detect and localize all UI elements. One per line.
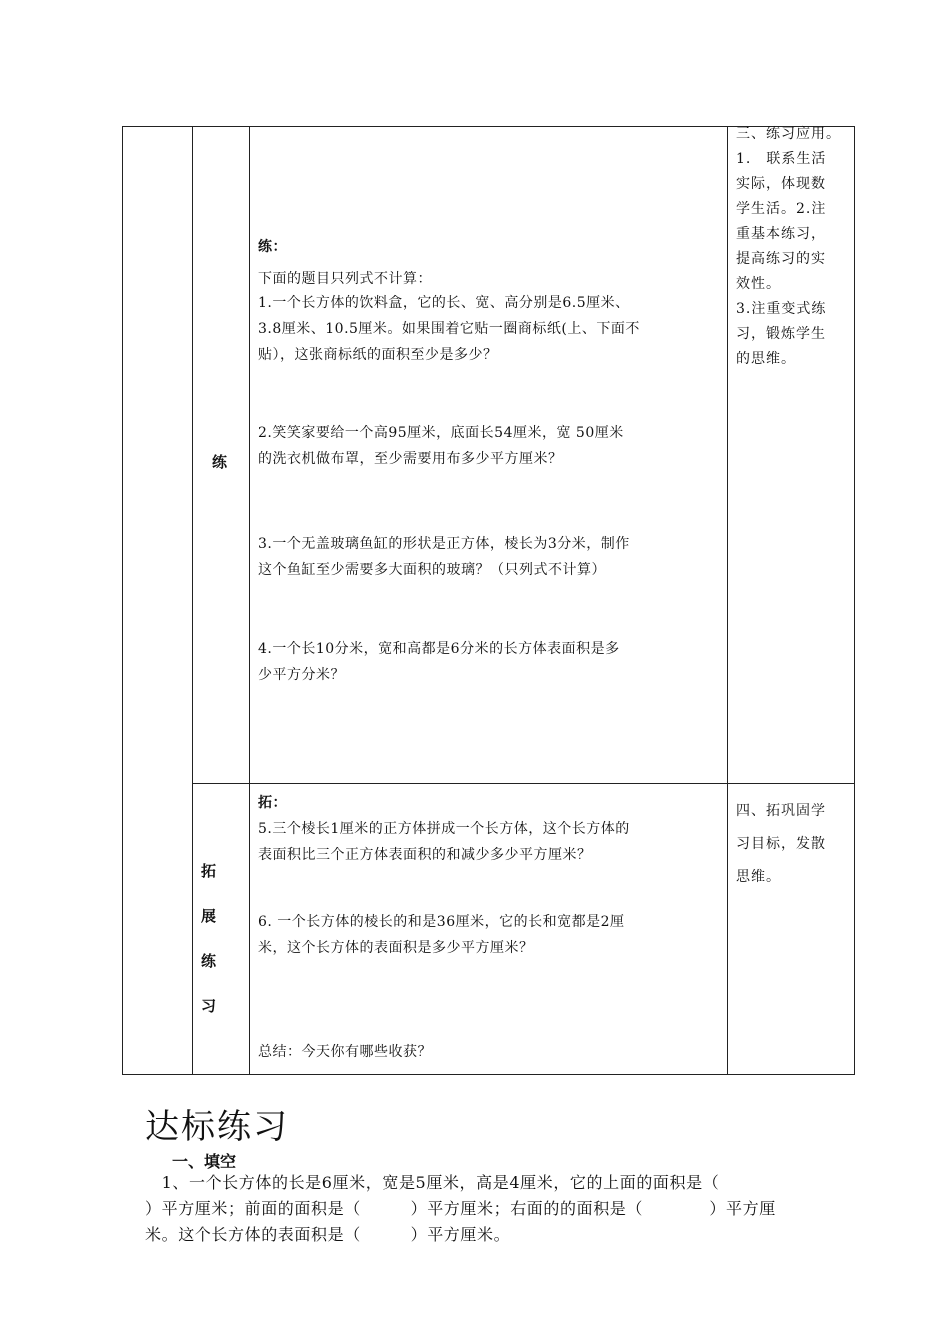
summary-line: 总结：今天你有哪些收获？	[258, 1044, 432, 1060]
question-6-line-1: 6. 一个长方体的棱长的和是36厘米，它的长和宽都是2厘	[258, 914, 625, 930]
question-1-line-2: 3.8厘米、10.5厘米。如果围着它贴一圈商标纸(上、下面不	[258, 321, 640, 337]
note-line: 提高练习的实	[736, 251, 826, 267]
question-3-line-2: 这个鱼缸至少需要多大面积的玻璃？（只列式不计算）	[258, 562, 606, 578]
note-line: 四、拓巩固学	[736, 803, 826, 819]
question-1-line-1: 1.一个长方体的饮料盒，它的长、宽、高分别是6.5厘米、	[258, 295, 630, 311]
row-label-practice: 练	[212, 453, 228, 471]
section-subtitle: 一、填空	[172, 1152, 237, 1171]
section-title: 达标练习	[145, 1107, 289, 1147]
fill-blank-line-1: 1、一个长方体的长是6厘米，宽是5厘米，高是4厘米，它的上面的面积是（	[145, 1173, 720, 1192]
note-line: 习目标，发散	[736, 836, 826, 852]
note-line: 三、练习应用。	[736, 126, 841, 142]
question-2-line-2: 的洗衣机做布罩，至少需要用布多少平方厘米？	[258, 451, 563, 467]
row1-notes	[736, 122, 851, 372]
practice-intro: 下面的题目只列式不计算：	[258, 271, 432, 287]
question-4-line-2: 少平方分米？	[258, 667, 345, 683]
question-5-line-1: 5.三个棱长1厘米的正方体拼成一个长方体，这个长方体的	[258, 821, 630, 837]
practice-heading: 练：	[258, 239, 287, 255]
row-label-extend-char: 拓	[201, 862, 217, 880]
question-6-line-2: 米，这个长方体的表面积是多少平方厘米？	[258, 940, 534, 956]
fill-blank-question	[145, 1170, 845, 1248]
note-line: 效性。	[736, 276, 781, 292]
note-line: 习，锻炼学生	[736, 326, 826, 342]
fill-blank-line-3: 米。这个长方体的表面积是（ ）平方厘米。	[145, 1225, 511, 1244]
note-line: 学生活。2.注	[736, 201, 827, 217]
row-label-extend-char: 展	[201, 907, 217, 925]
question-5-line-2: 表面积比三个正方体表面积的和减少多少平方厘米？	[258, 847, 592, 863]
table-col-divider-2	[249, 126, 250, 1075]
row2-notes	[736, 795, 851, 894]
table-bottom-border	[122, 1074, 854, 1075]
question-2-line-1: 2.笑笑家要给一个高95厘米，底面长54厘米，宽 50厘米	[258, 425, 624, 441]
table-row-divider	[192, 783, 854, 784]
question-4-line-1: 4.一个长10分米，宽和高都是6分米的长方体表面积是多	[258, 641, 620, 657]
note-line: 实际，体现数	[736, 176, 826, 192]
fill-blank-line-2: ）平方厘米；前面的面积是（ ）平方厘米；右面的的面积是（ ）平方厘	[145, 1199, 776, 1218]
note-line: 3.注重变式练	[736, 301, 827, 317]
question-3-line-1: 3.一个无盖玻璃鱼缸的形状是正方体，棱长为3分米，制作	[258, 536, 630, 552]
note-line: 的思维。	[736, 351, 796, 367]
note-line: 重基本练习，	[736, 226, 826, 242]
row2-content	[258, 790, 726, 1065]
table-col-divider-1	[192, 126, 193, 1075]
table-left-border	[122, 126, 123, 1075]
row-label-extend-char: 习	[201, 997, 217, 1015]
note-line: 1. 联系生活	[736, 151, 827, 167]
row-label-extend-char: 练	[201, 952, 217, 970]
row1-content	[258, 234, 726, 688]
question-1-line-3: 贴），这张商标纸的面积至少是多少？	[258, 347, 498, 363]
extend-heading: 拓：	[258, 795, 287, 811]
note-line: 思维。	[736, 869, 781, 885]
table-right-border	[854, 126, 855, 1075]
table-col-divider-3	[727, 126, 728, 1075]
